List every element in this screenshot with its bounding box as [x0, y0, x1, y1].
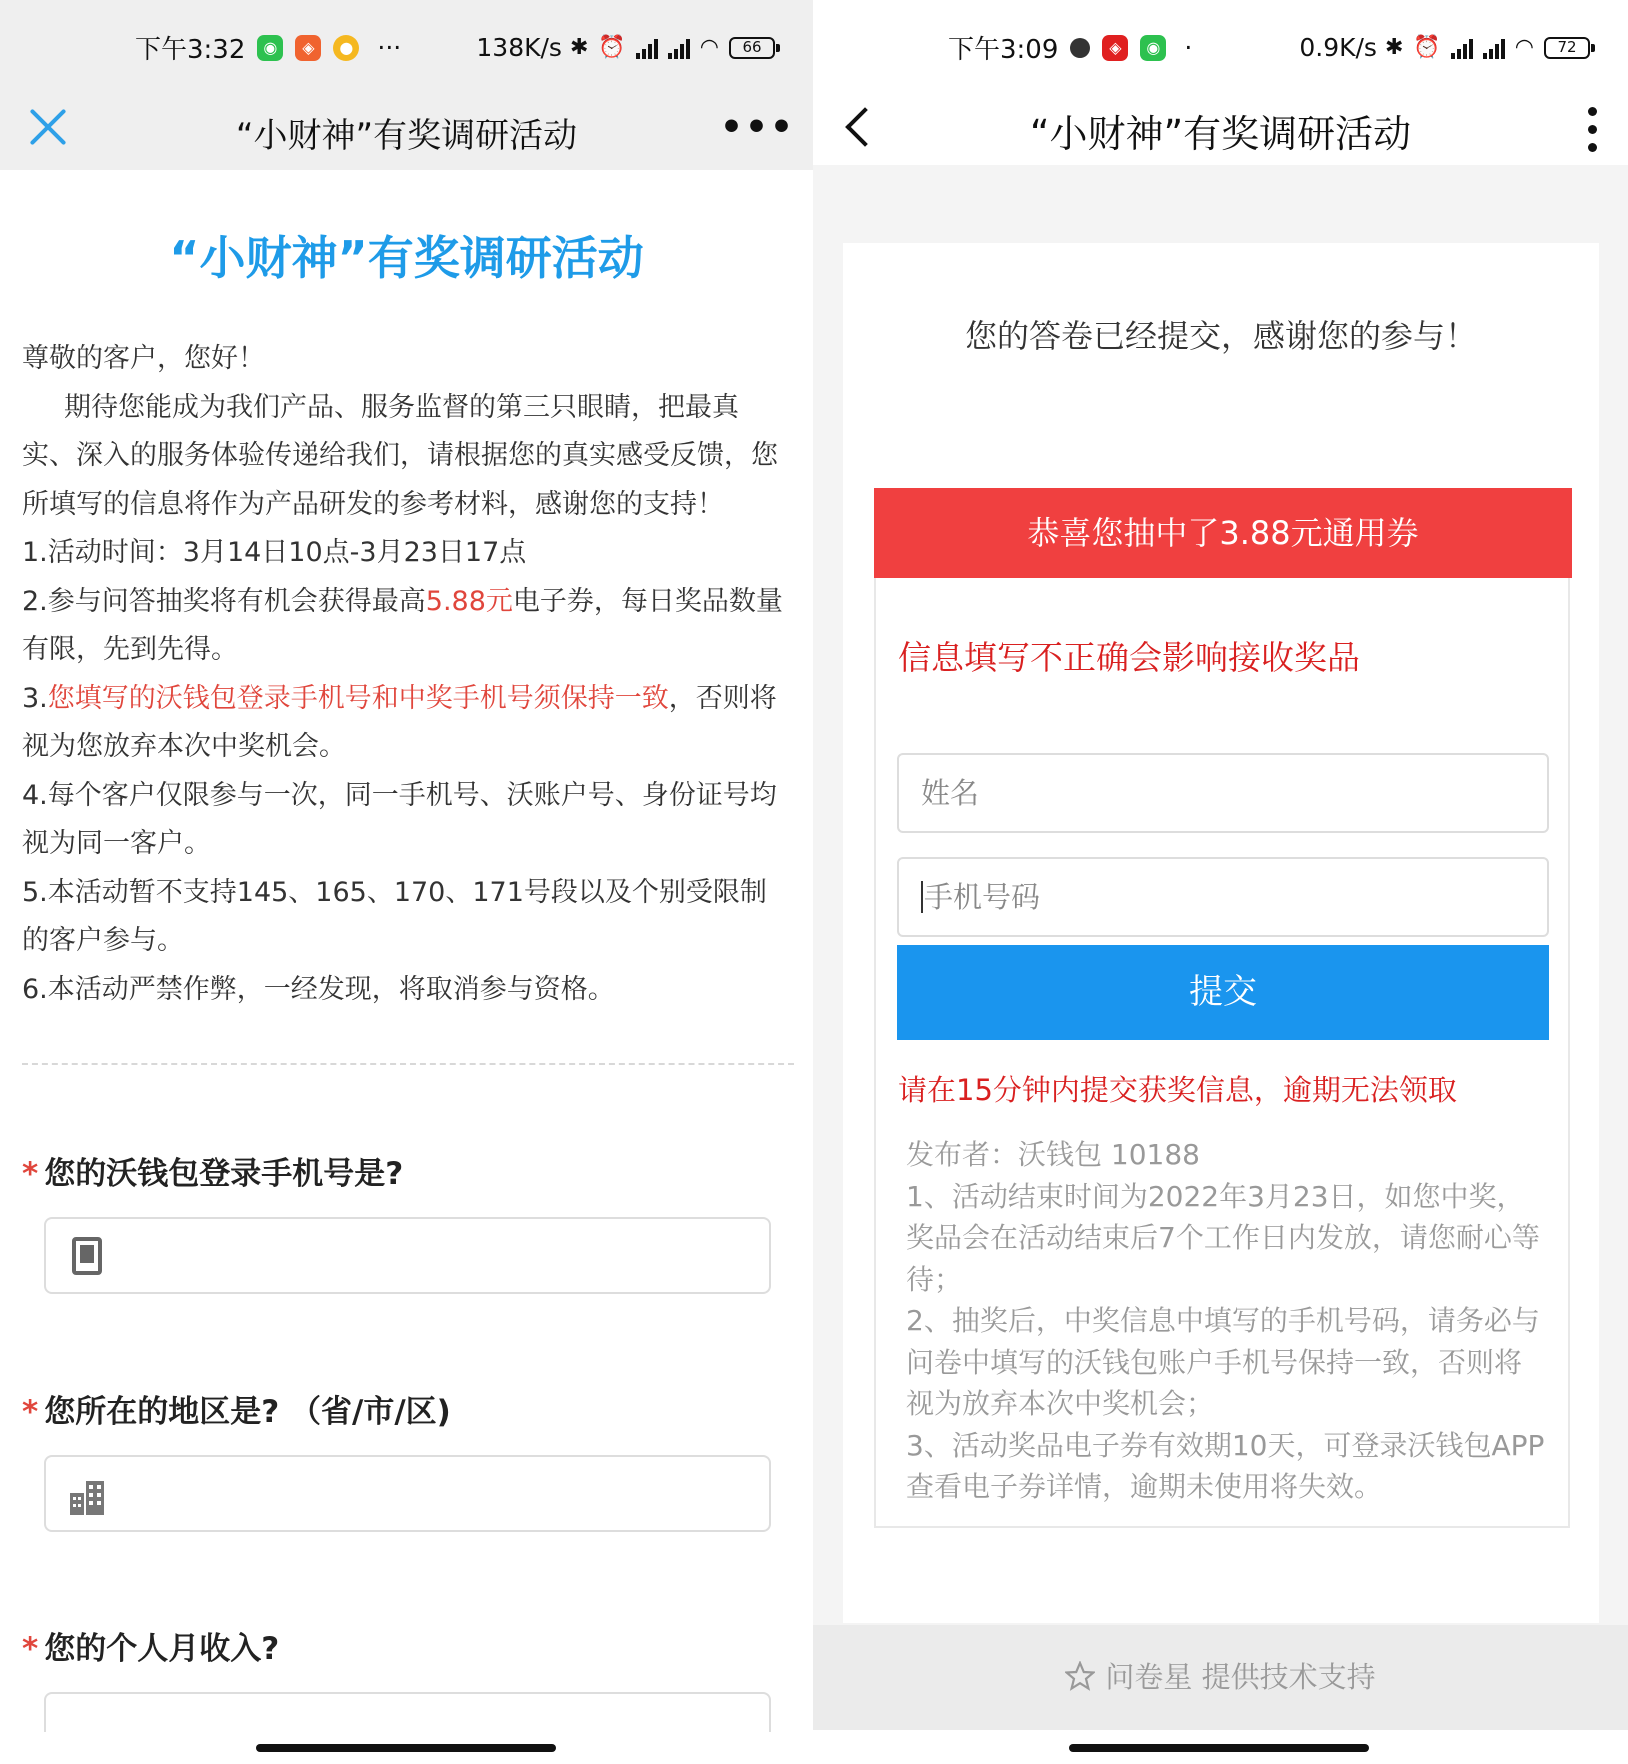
- home-indicator[interactable]: [1069, 1744, 1369, 1752]
- wifi-icon: ◠: [1514, 35, 1534, 60]
- wechat-icon: ◉: [1140, 35, 1166, 61]
- required-mark: *: [22, 1394, 39, 1430]
- rule-1: 1.活动时间：3月14日10点-3月23日17点: [22, 537, 527, 568]
- network-speed: 0.9K/s: [1299, 33, 1377, 62]
- wechat-icon: ◉: [257, 35, 283, 61]
- nav-bar: [813, 95, 1628, 165]
- signal-icon: [636, 37, 658, 59]
- app-icon: ◈: [295, 35, 321, 61]
- nav-title: “小财神”有奖调研活动: [1029, 111, 1412, 156]
- signal-icon: [668, 37, 690, 59]
- required-mark: *: [22, 1631, 39, 1667]
- deadline-notice: 请在15分钟内提交获奖信息，逾期无法领取: [898, 1073, 1457, 1107]
- building-icon: [68, 1479, 106, 1515]
- status-time: 下午3:32: [135, 35, 246, 65]
- app-icon: ●: [333, 35, 359, 61]
- submit-button[interactable]: 提交: [897, 945, 1549, 1040]
- alarm-icon: ⏰: [1413, 35, 1441, 60]
- activity-notes: [906, 1134, 1546, 1508]
- more-notifications-icon: ···: [377, 33, 402, 62]
- network-speed: 138K/s: [476, 33, 562, 62]
- footer[interactable]: [813, 1625, 1628, 1730]
- rule-4: 4.每个客户仅限参与一次，同一手机号、沃账户号、身份证号均视为同一客户。: [22, 779, 777, 859]
- rule-2-text: 2.参与问答抽奖将有机会获得最高: [22, 585, 426, 617]
- phone-icon: [72, 1237, 102, 1275]
- divider: [22, 1063, 794, 1065]
- rule-2-text-end: 电子券，每日奖品数量有限，先到先得。: [22, 585, 783, 665]
- star-icon: [1065, 1661, 1095, 1691]
- survey-intro: [22, 335, 792, 1014]
- notification-dot-icon: [1070, 38, 1090, 58]
- rule-3-highlight: 您填写的沃钱包登录手机号和中奖手机号须保持一致: [47, 682, 669, 714]
- prize-form: [874, 488, 1570, 1528]
- battery-icon: 66: [729, 37, 775, 59]
- note-2: 2、抽奖后，中奖信息中填写的手机号码，请务必与问卷中填写的沃钱包账户手机号保持一致，否则将视为放弃本次中奖机会；: [906, 1304, 1540, 1420]
- phone-input[interactable]: [44, 1217, 771, 1294]
- nav-bar: [0, 95, 813, 170]
- rule-6: 6.本活动严禁作弊，一经发现，将取消参与资格。: [22, 973, 615, 1005]
- status-bar: [813, 0, 1628, 95]
- prize-banner: 恭喜您抽中了3.88元通用券: [874, 488, 1572, 578]
- app-icon: ◈: [1102, 35, 1128, 61]
- text-caret: [921, 881, 923, 913]
- signal-icon: [1451, 37, 1473, 59]
- battery-icon: 72: [1544, 37, 1590, 59]
- thanks-message: 您的答卷已经提交，感谢您的参与！: [964, 317, 1477, 355]
- name-placeholder: 姓名: [921, 776, 980, 810]
- required-mark: *: [22, 1156, 39, 1192]
- phone-placeholder: 手机号码: [924, 880, 1041, 914]
- signal-icon: [1483, 37, 1505, 59]
- question-text: 您所在的地区是? （省/市/区): [44, 1394, 451, 1430]
- more-options-icon[interactable]: •••: [719, 107, 795, 148]
- question-label: [22, 1148, 403, 1193]
- rule-3-text-end: ，否则将视为您放弃本次中奖机会。: [22, 682, 777, 762]
- question-label: [22, 1623, 279, 1668]
- question-text: 您的个人月收入?: [44, 1631, 280, 1667]
- income-options[interactable]: [44, 1692, 771, 1732]
- alarm-icon: ⏰: [598, 35, 626, 60]
- publisher: 发布者：沃钱包 10188: [906, 1138, 1200, 1171]
- greeting: 尊敬的客户，您好！: [22, 343, 265, 374]
- intro-paragraph: 期待您能成为我们产品、服务监督的第三只眼睛，把最真实、深入的服务体验传递给我们，请根据您的真实感受反馈，您所填写的信息将作为产品研发的参考材料，感谢您的支持！: [22, 391, 778, 520]
- footer-text: 问卷星 提供技术支持: [1105, 1660, 1376, 1694]
- rule-2-highlight: 5.88元: [425, 585, 513, 617]
- bluetooth-icon: ✱: [1384, 35, 1404, 60]
- question-text: 您的沃钱包登录手机号是?: [44, 1156, 404, 1192]
- left-survey-screen: [0, 0, 813, 1764]
- phone-field[interactable]: [897, 857, 1549, 937]
- rule-5: 5.本活动暂不支持145、165、170、171号段以及个别受限制的客户参与。: [22, 876, 767, 956]
- home-indicator[interactable]: [256, 1744, 556, 1752]
- question-label: [22, 1386, 451, 1431]
- more-options-icon[interactable]: [1588, 107, 1598, 152]
- status-time: 下午3:09: [948, 35, 1059, 65]
- right-result-screen: [813, 0, 1628, 1764]
- nav-title: “小财神”有奖调研活动: [235, 116, 578, 156]
- rule-3-num: 3.: [22, 682, 48, 714]
- note-1: 1、活动结束时间为2022年3月23日，如您中奖，奖品会在活动结束后7个工作日内发放，请您耐心等待；: [906, 1179, 1540, 1296]
- name-field[interactable]: [897, 753, 1549, 833]
- survey-title: “小财神”有奖调研活动: [169, 231, 644, 285]
- note-3: 3、活动奖品电子券有效期10天，可登录沃钱包APP查看电子券详情，逾期未使用将失效。: [906, 1428, 1545, 1503]
- status-bar: [0, 0, 813, 95]
- wifi-icon: ◠: [699, 35, 719, 60]
- more-notifications-icon: ·: [1184, 33, 1193, 62]
- warning-text: 信息填写不正确会影响接收奖品: [898, 638, 1360, 677]
- bluetooth-icon: ✱: [569, 35, 589, 60]
- result-card: [843, 243, 1599, 1623]
- region-input[interactable]: [44, 1455, 771, 1532]
- rule-2: [22, 578, 792, 675]
- rule-3: [22, 675, 792, 772]
